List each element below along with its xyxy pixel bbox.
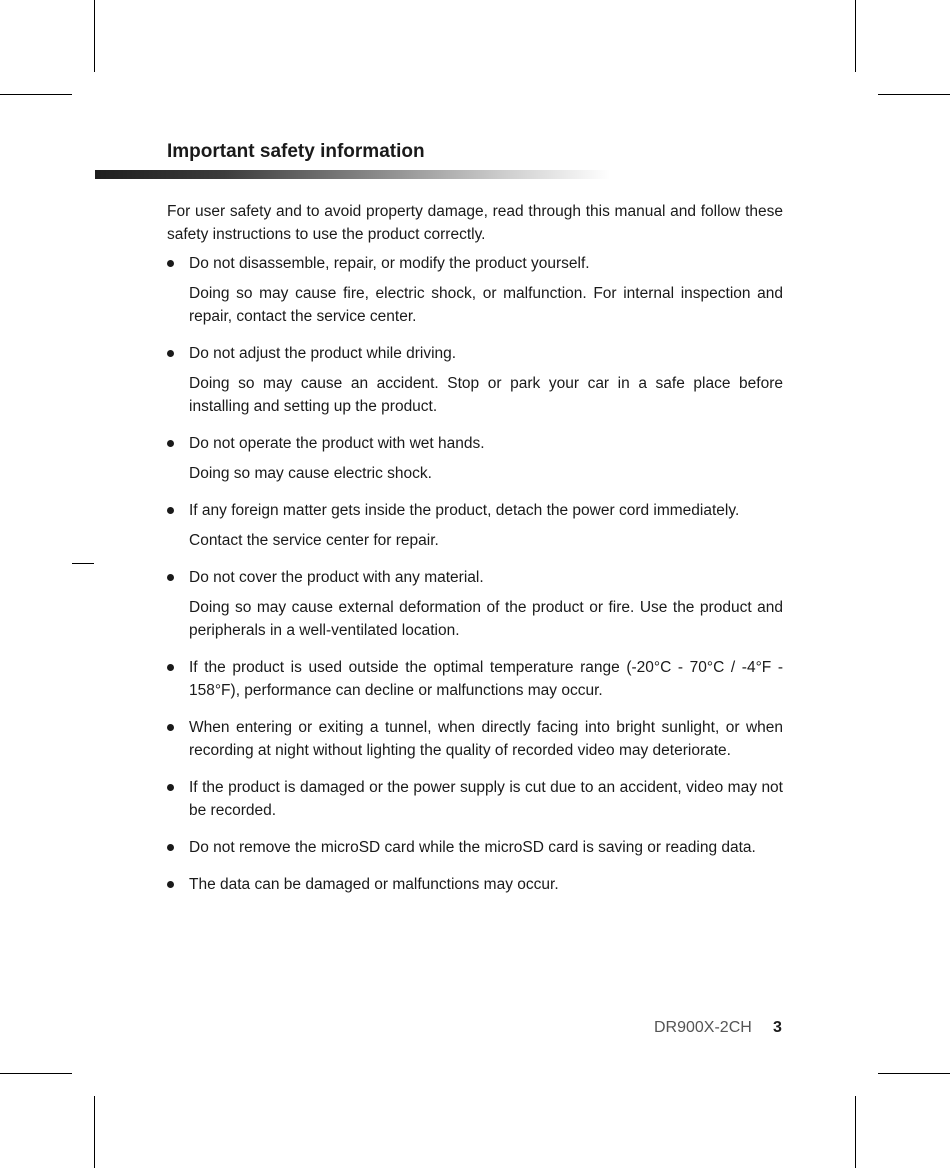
safety-item — [167, 716, 783, 762]
safety-item-description: Doing so may cause fire, electric shock, or malfunction. For internal inspection and repair, contact the service center. — [189, 285, 783, 325]
crop-mark — [878, 94, 950, 95]
bullet-icon — [167, 350, 174, 357]
crop-mark — [855, 0, 856, 72]
crop-mark — [878, 1073, 950, 1074]
bullet-icon — [167, 574, 174, 581]
safety-item — [167, 836, 783, 859]
safety-item-title: When entering or exiting a tunnel, when directly facing into bright sunlight, or when recording at night without lighting the quality of recorded video may deteriorate. — [189, 719, 783, 759]
safety-item-description: Doing so may cause external deformation of the product or fire. Use the product and peripherals in a well-ventilated location. — [189, 599, 783, 639]
safety-item-title: If the product is damaged or the power supply is cut due to an accident, video may not be recorded. — [189, 779, 783, 819]
bullet-icon — [167, 507, 174, 514]
bullet-icon — [167, 881, 174, 888]
page-number: 3 — [773, 1019, 782, 1036]
safety-item-title: Do not remove the microSD card while the microSD card is saving or reading data. — [189, 839, 756, 856]
safety-item-title: The data can be damaged or malfunctions may occur. — [189, 876, 559, 893]
safety-list — [167, 252, 783, 896]
safety-item-description: Doing so may cause electric shock. — [189, 465, 432, 482]
title-underline-bar — [95, 170, 610, 179]
safety-item — [167, 499, 783, 552]
safety-item — [167, 873, 783, 896]
safety-item — [167, 776, 783, 822]
intro-paragraph: For user safety and to avoid property damage, read through this manual and follow these safety instructions to use the product correctly. — [167, 203, 783, 243]
safety-item — [167, 252, 783, 328]
safety-item-title: Do not adjust the product while driving. — [189, 345, 457, 362]
safety-item-title: If any foreign matter gets inside the product, detach the power cord immediately. — [189, 502, 740, 519]
bullet-icon — [167, 440, 174, 447]
crop-mark — [72, 563, 94, 564]
bullet-icon — [167, 784, 174, 791]
crop-mark — [94, 0, 95, 72]
safety-item-title: Do not cover the product with any material. — [189, 569, 484, 586]
safety-item-description: Doing so may cause an accident. Stop or park your car in a safe place before installing and setting up the product. — [189, 375, 783, 415]
safety-item — [167, 656, 783, 702]
safety-item-description: Contact the service center for repair. — [189, 532, 439, 549]
footer-model-name: DR900X-2CH — [654, 1019, 752, 1036]
crop-mark — [855, 1096, 856, 1168]
safety-item-title: If the product is used outside the optimal temperature range (-20°C - 70°C / -4°F - 158°F), performance can decline or malfunctions may occur. — [189, 659, 783, 699]
crop-mark — [0, 1073, 72, 1074]
safety-item-title: Do not operate the product with wet hands. — [189, 435, 485, 452]
safety-item-title: Do not disassemble, repair, or modify the product yourself. — [189, 255, 590, 272]
bullet-icon — [167, 664, 174, 671]
safety-item — [167, 566, 783, 642]
bullet-icon — [167, 260, 174, 267]
bullet-icon — [167, 844, 174, 851]
safety-content — [167, 200, 783, 910]
crop-mark — [94, 1096, 95, 1168]
section-title: Important safety information — [167, 141, 425, 162]
safety-item — [167, 342, 783, 418]
safety-item — [167, 432, 783, 485]
crop-mark — [0, 94, 72, 95]
bullet-icon — [167, 724, 174, 731]
